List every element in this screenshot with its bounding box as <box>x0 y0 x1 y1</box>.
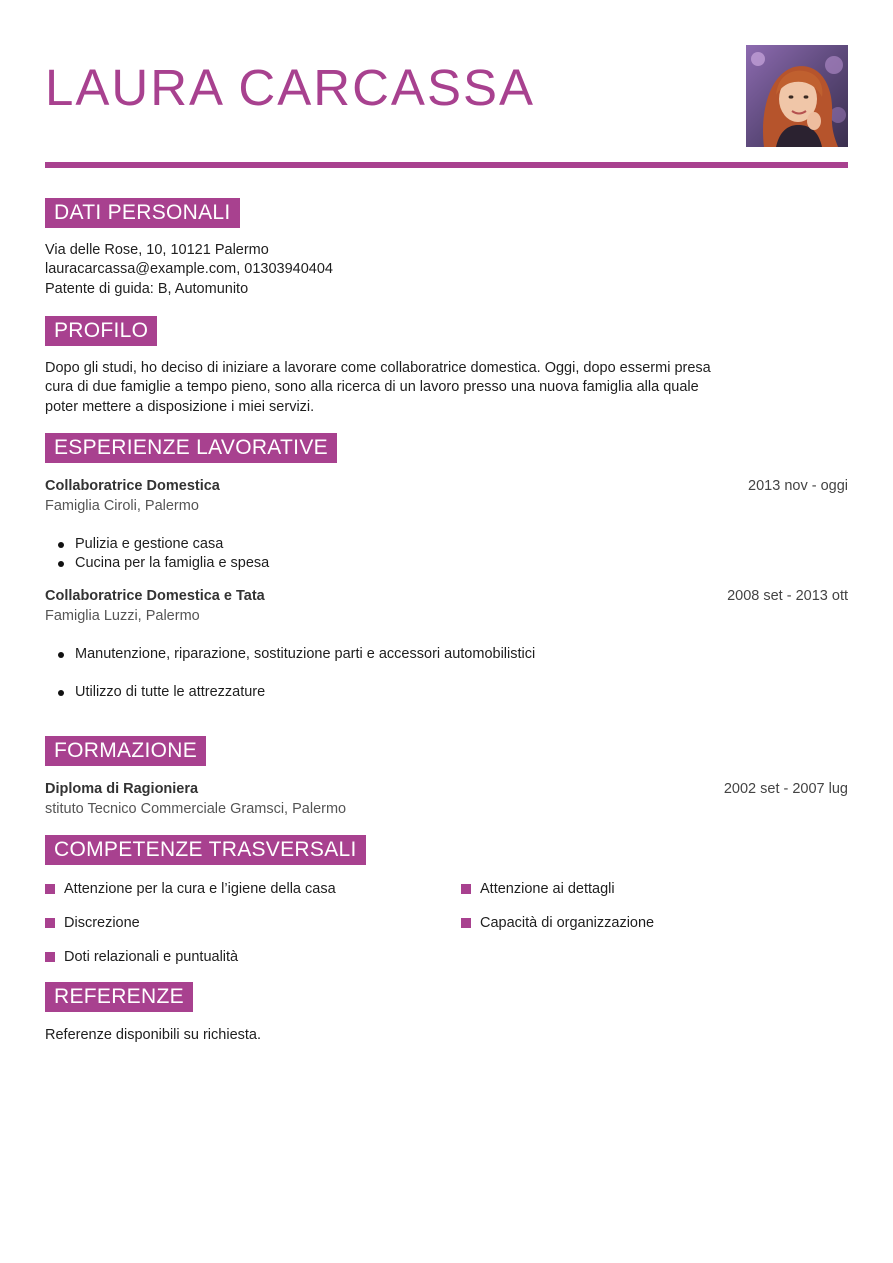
job-role: Collaboratrice Domestica e Tata <box>45 588 265 604</box>
experience-entry <box>45 588 848 702</box>
profile-photo <box>746 45 848 147</box>
degree-date: 2002 set - 2007 lug <box>723 781 848 797</box>
skill-item: Doti relazionali e puntualità <box>45 948 238 966</box>
section-profile <box>45 316 848 417</box>
personal-details <box>45 241 848 299</box>
job-duties <box>45 535 848 573</box>
section-references <box>45 982 848 1045</box>
section-title-skills: COMPETENZE TRASVERSALI <box>45 835 366 865</box>
list-item: Utilizzo di tutte le attrezzature <box>45 683 848 702</box>
section-title-experience: ESPERIENZE LAVORATIVE <box>45 433 337 463</box>
list-item: Manutenzione, riparazione, sostituzione parti e accessori automobilistici <box>45 645 848 664</box>
contact-line: lauracarcassa@example.com, 01303940404 <box>45 261 333 278</box>
list-item: Cucina per la famiglia e spesa <box>45 554 848 573</box>
job-employer: Famiglia Ciroli, Palermo <box>45 498 199 514</box>
experience-entry <box>45 478 848 573</box>
section-title-references: REFERENZE <box>45 982 193 1012</box>
square-bullet-icon <box>461 884 471 894</box>
square-bullet-icon <box>461 918 471 928</box>
education-entry <box>45 781 848 819</box>
skills-grid <box>45 880 848 970</box>
skill-item: Attenzione per la cura e l’igiene della casa <box>45 880 336 898</box>
square-bullet-icon <box>45 918 55 928</box>
section-education <box>45 736 848 819</box>
skill-item: Discrezione <box>45 914 140 932</box>
list-item: Pulizia e gestione casa <box>45 535 848 554</box>
section-experience <box>45 433 848 702</box>
resume-header <box>45 0 848 168</box>
degree-name: Diploma di Ragioniera <box>45 781 199 797</box>
references-text: Referenze disponibili su richiesta. <box>45 1027 261 1043</box>
job-role: Collaboratrice Domestica <box>45 478 220 494</box>
section-personal <box>45 198 848 299</box>
address-line: Via delle Rose, 10, 10121 Palermo <box>45 242 269 258</box>
job-date: 2013 nov - oggi <box>748 478 848 494</box>
job-employer: Famiglia Luzzi, Palermo <box>45 608 200 624</box>
section-title-personal: DATI PERSONALI <box>45 198 240 228</box>
profile-line: Dopo gli studi, ho deciso di iniziare a lavorare come collaboratrice domestica. Oggi, dopo essermi presa <box>45 360 711 376</box>
candidate-name: LAURA CARCASSA <box>45 59 535 116</box>
header-divider <box>45 162 848 168</box>
section-skills <box>45 835 848 970</box>
section-title-profile: PROFILO <box>45 316 157 346</box>
square-bullet-icon <box>45 884 55 894</box>
license-line: Patente di guida: B, Automunito <box>45 280 249 297</box>
section-title-education: FORMAZIONE <box>45 736 206 766</box>
square-bullet-icon <box>45 952 55 962</box>
profile-line: cura di due famiglie a tempo pieno, sono alla ricerca di un lavoro presso una nuova famiglia alla quale <box>45 379 699 396</box>
job-date: 2008 set - 2013 ott <box>727 588 848 604</box>
job-duties <box>45 645 848 702</box>
skill-item: Attenzione ai dettagli <box>461 880 615 898</box>
resume-page <box>45 0 848 1043</box>
profile-line: poter mettere a disposizione i miei servizi. <box>45 398 315 415</box>
profile-text <box>45 359 848 417</box>
skill-item: Capacità di organizzazione <box>461 914 654 932</box>
school-name: stituto Tecnico Commerciale Gramsci, Palermo <box>45 801 347 817</box>
